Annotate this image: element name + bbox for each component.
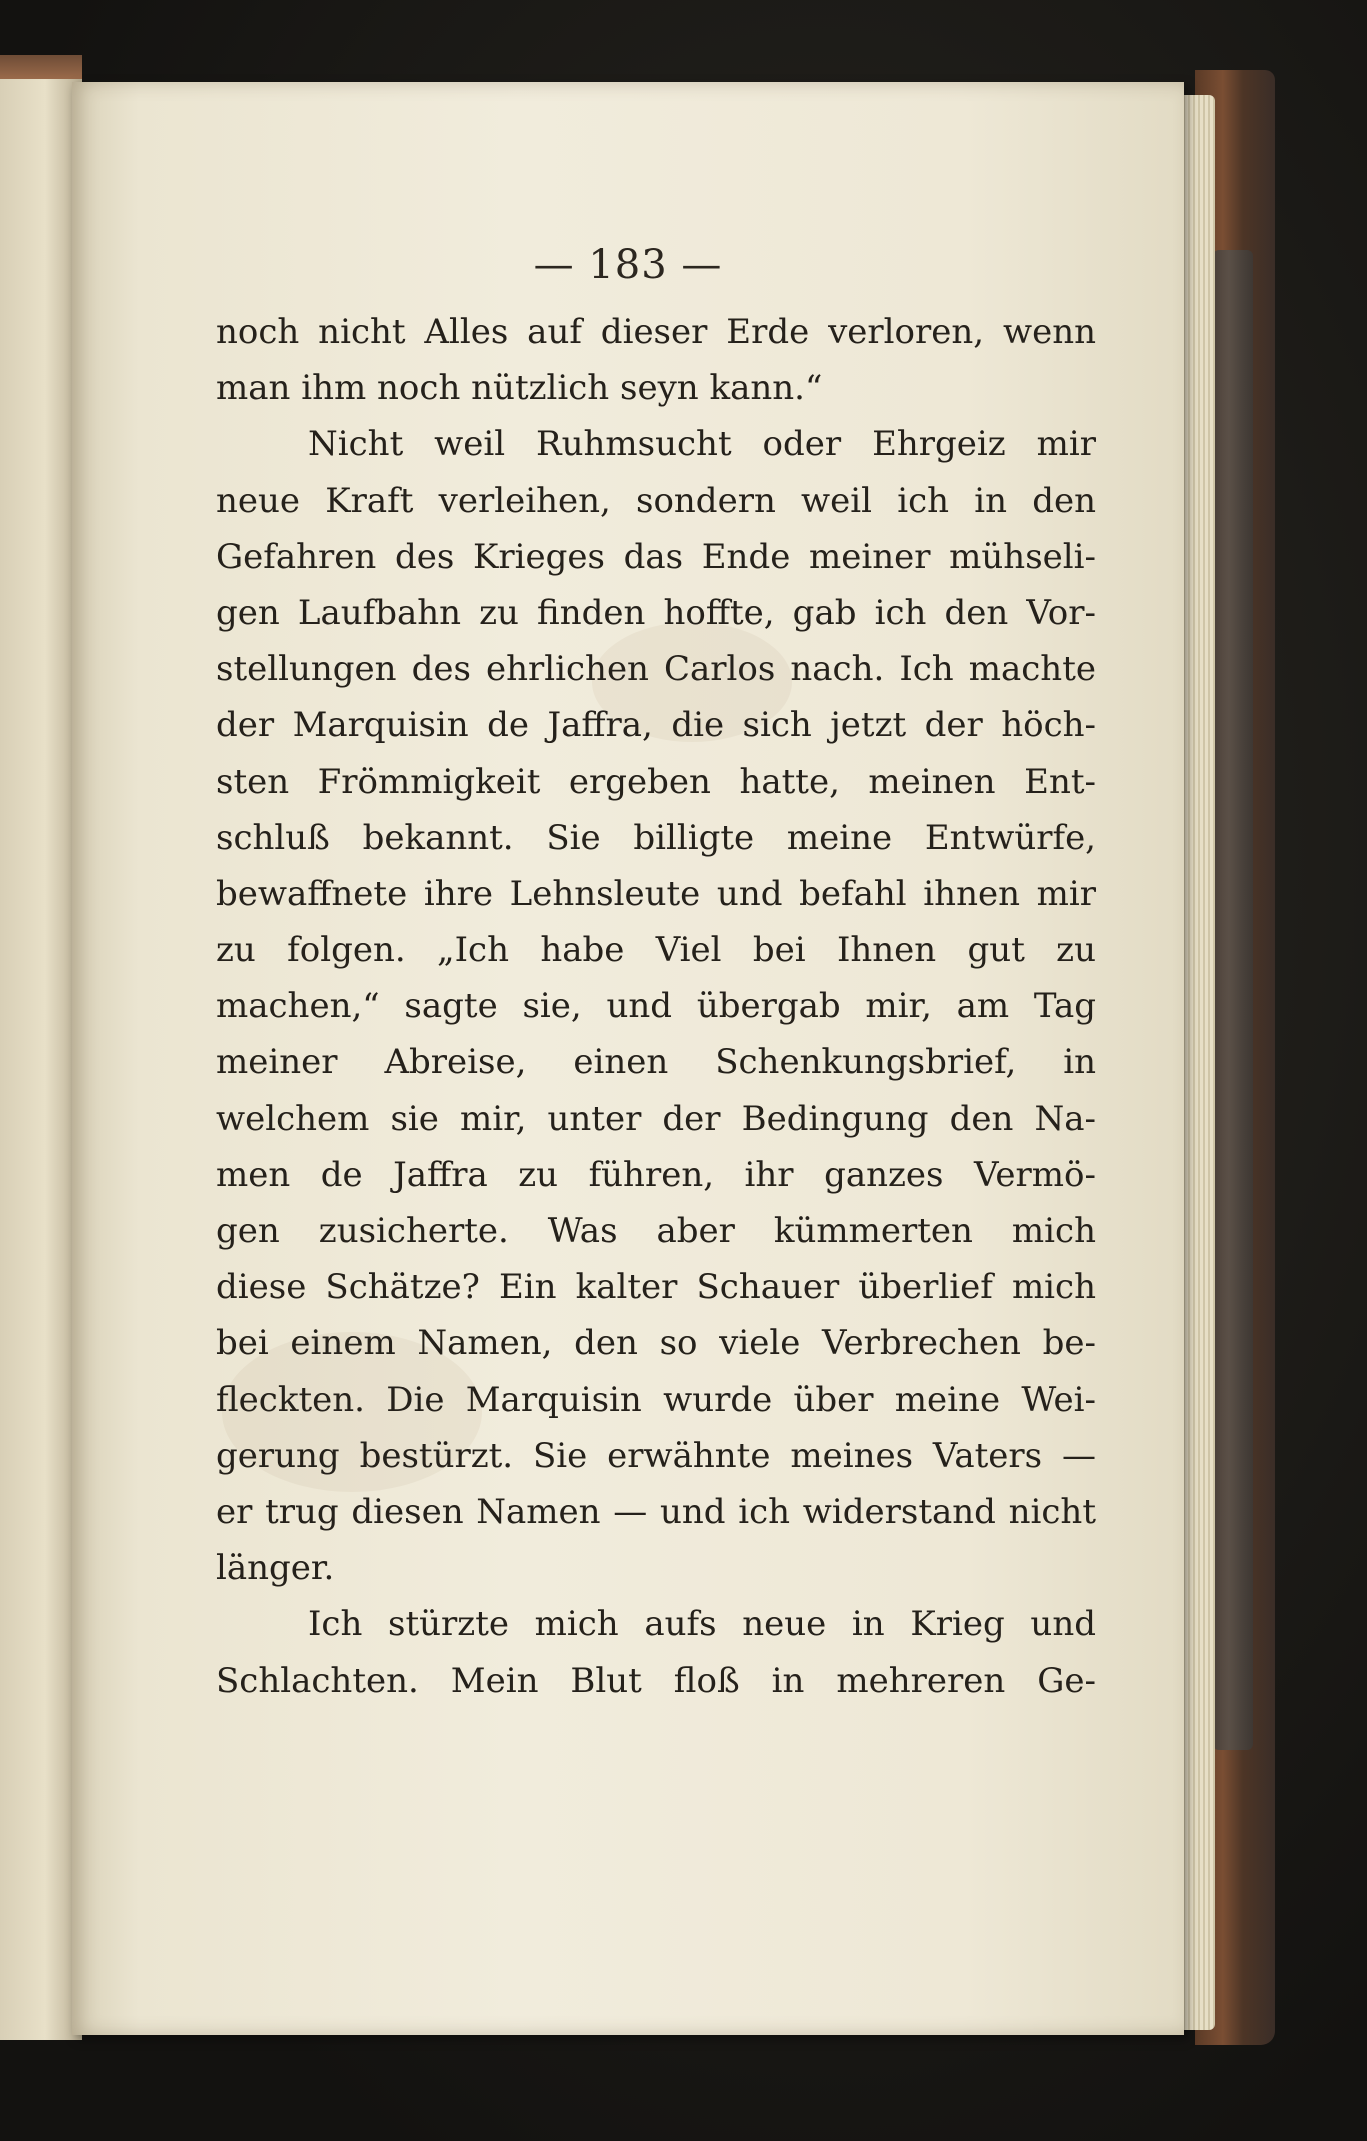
book-page bbox=[72, 82, 1184, 2035]
text-line: gen Laufbahn zu finden hoffte, gab ich den Vor- bbox=[216, 592, 1096, 633]
text-line: Ich stürzte mich aufs neue in Krieg und bbox=[308, 1604, 1096, 1645]
text-line: meiner Abreise, einen Schenkungsbrief, in bbox=[216, 1042, 1096, 1083]
page-number: — 183 — bbox=[533, 242, 723, 288]
text-line: zu folgen. „Ich habe Viel bei Ihnen gut zu bbox=[216, 930, 1096, 971]
text-line: man ihm noch nützlich seyn kann.“ bbox=[216, 368, 823, 409]
text-line: neue Kraft verleihen, sondern weil ich in den bbox=[216, 480, 1096, 521]
text-line: länger. bbox=[216, 1548, 335, 1589]
text-line: schluß bekannt. Sie billigte meine Entwürfe, bbox=[216, 817, 1096, 858]
text-line: men de Jaffra zu führen, ihr ganzes Vermö- bbox=[216, 1154, 1096, 1195]
text-line: gen zusicherte. Was aber kümmerten mich bbox=[216, 1211, 1096, 1251]
text-line: der Marquisin de Jaffra, die sich jetzt der höch- bbox=[216, 705, 1096, 746]
text-line: er trug diesen Namen — und ich widerstand nicht bbox=[216, 1491, 1096, 1532]
text-line: diese Schätze? Ein kalter Schauer überlief mich bbox=[216, 1267, 1096, 1308]
text-line: bewaffnete ihre Lehnsleute und befahl ihnen mir bbox=[216, 873, 1096, 914]
text-line: gerung bestürzt. Sie erwähnte meines Vaters — bbox=[216, 1435, 1096, 1476]
text-line: stellungen des ehrlichen Carlos nach. Ich machte bbox=[216, 649, 1096, 690]
body-text bbox=[216, 304, 1096, 1709]
text-line: sten Frömmigkeit ergeben hatte, meinen Ent- bbox=[216, 761, 1096, 802]
text-line: Nicht weil Ruhmsucht oder Ehrgeiz mir bbox=[308, 424, 1096, 465]
text-line: Gefahren des Krieges das Ende meiner mühseli- bbox=[216, 536, 1096, 577]
text-line: bei einem Namen, den so viele Verbrechen be- bbox=[216, 1323, 1096, 1364]
text-line: fleckten. Die Marquisin wurde über meine Wei- bbox=[216, 1379, 1096, 1420]
facing-page-edge bbox=[0, 55, 82, 2040]
text-line: noch nicht Alles auf dieser Erde verloren, wenn bbox=[216, 312, 1096, 352]
text-line: Schlachten. Mein Blut floß in mehreren Ge- bbox=[216, 1660, 1096, 1701]
text-line: machen,“ sagte sie, und übergab mir, am Tag bbox=[216, 986, 1096, 1027]
text-line: welchem sie mir, unter der Bedingung den Na- bbox=[216, 1098, 1096, 1139]
